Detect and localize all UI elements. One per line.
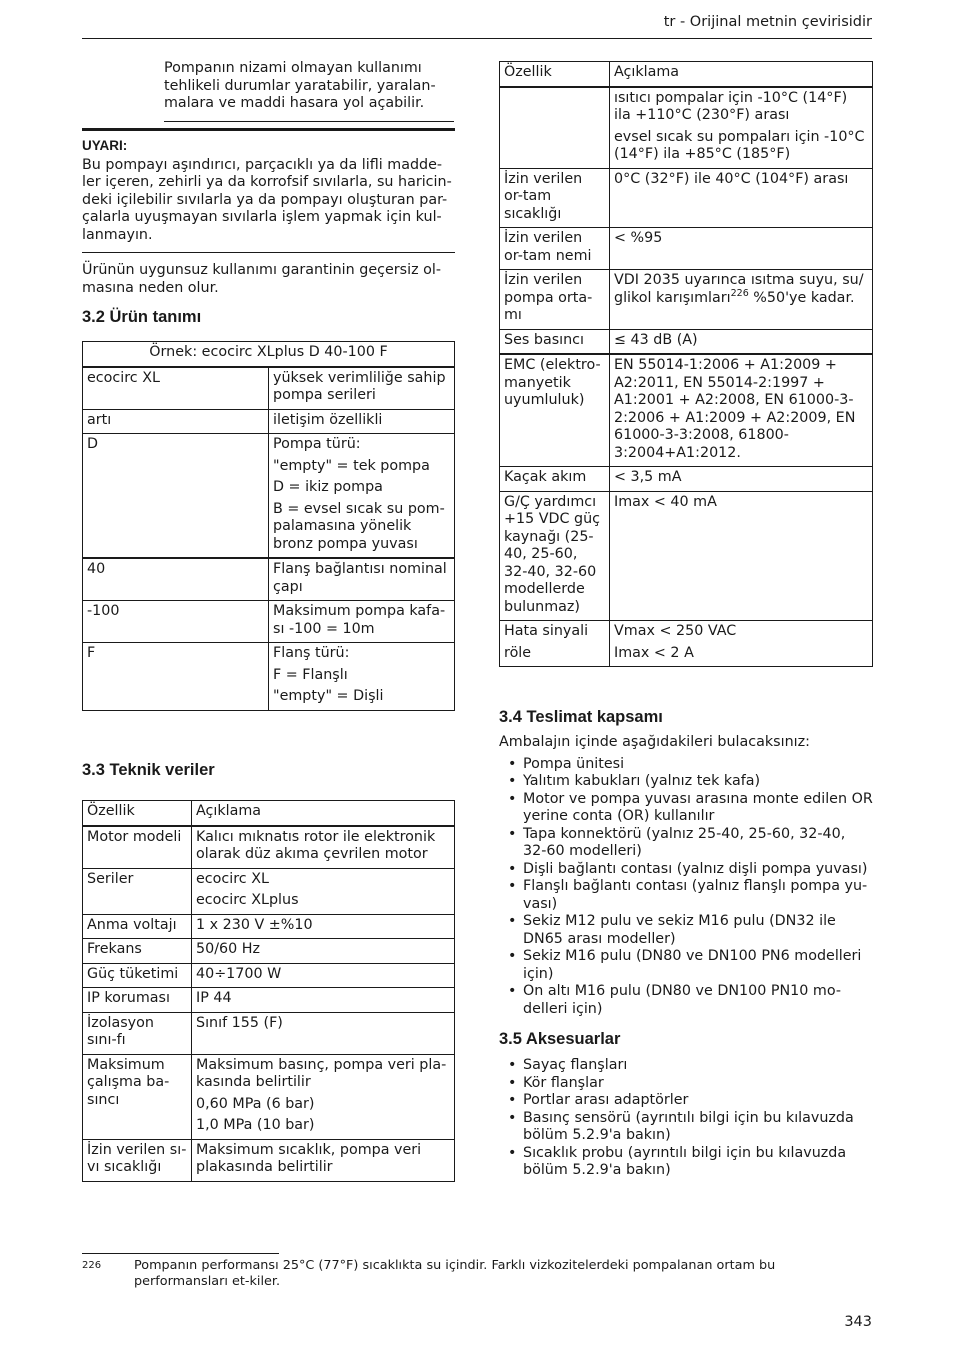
row-description [192, 1012, 455, 1054]
row-feature: İzin verilen pompa orta-mı [500, 270, 610, 330]
row-description [610, 491, 873, 621]
list-item: • Dişli bağlantı contası (yalnız dişli pompa yuvası) [499, 861, 873, 879]
table-row [500, 491, 873, 621]
section-3-2-title: 3.2 Ürün tanımı [82, 308, 202, 326]
row-feature: Frekans [83, 939, 192, 964]
list-item: • Basınç sensörü (ayrıntılı bilgi için bu kılavuzda bölüm 5.2.9'a bakın) [499, 1110, 873, 1145]
uyari-block [82, 128, 455, 253]
product-definition-table [82, 341, 455, 711]
table-row [500, 354, 873, 467]
list-item: • Kör flanşlar [499, 1075, 873, 1093]
header-rule [82, 38, 872, 39]
table-row [83, 868, 455, 914]
row-description [192, 988, 455, 1013]
list-item: • Motor ve pompa yuvası arasına monte edilen OR yerine conta (OR) kullanılır [499, 791, 873, 826]
tech-data-table-right [499, 61, 873, 667]
row-feature: Anma voltajı [83, 914, 192, 939]
row-description [269, 367, 455, 410]
row-feature: G/Ç yardımcı +15 VDC güç kaynağı (25-40, 25-60, 32-40, 32-60 modellerde bulunmaz) [500, 491, 610, 621]
row-feature: Motor modeli [83, 826, 192, 869]
section-3-4-title: 3.4 Teslimat kapsamı [499, 708, 663, 726]
table-row [83, 939, 455, 964]
delivery-list [499, 756, 873, 1019]
row-description-line: Maksimum basınç, pompa veri pla-kasında belirtilir [196, 1056, 447, 1090]
row-description [192, 868, 455, 914]
row-description-line: Kalıcı mıknatıs rotor ile elektronik olarak düz akıma çevrilen motor [196, 828, 436, 862]
row-description [269, 558, 455, 601]
list-item: • Tapa konnektörü (yalnız 25-40, 25-60, 32-40, 32-60 modelleri) [499, 826, 873, 861]
row-feature: EMC (elektro-manyetik uyumluluk) [500, 354, 610, 467]
row-description-line: Imax < 2 A [614, 644, 694, 661]
row-feature: artı [83, 409, 269, 434]
row-description-line: Vmax < 250 VAC [614, 623, 737, 639]
row-description-line: Flanş bağlantısı nominal çapı [273, 561, 447, 595]
tech-data-table-left [82, 800, 455, 1182]
table-row [500, 168, 873, 228]
row-description-line: "empty" = Dişli [273, 688, 384, 704]
uyari-text: Bu pompayı aşındırıcı, parçacıklı ya da lifli madde-ler içeren, zehirli ya da korrofsif sıvılarla, su haricin-deki içilebilir sıvılarla ya da pompayı oluşturan par-çalarla uyuşmayan sıvılarla işlem yapmak için kul-lanmayın. [82, 156, 452, 243]
table-row [500, 621, 873, 667]
table-row [83, 434, 455, 559]
delivery-intro: Ambalajın içinde aşağıdakileri bulacaksınız: [499, 734, 810, 750]
row-feature: IP koruması [83, 988, 192, 1013]
row-feature: Güç tüketimi [83, 963, 192, 988]
row-description-line: VDI 2035 uyarınca ısıtma suyu, su/ glikol karışımları$^{226}$ %50'ye kadar. [614, 272, 864, 306]
row-feature: Seriler [83, 868, 192, 914]
row-feature [500, 621, 610, 667]
table-row [83, 1139, 455, 1181]
row-description-line: 50/60 Hz [196, 941, 261, 957]
row-description [192, 826, 455, 869]
row-description [269, 643, 455, 711]
row-description-line: Maksimum pompa kafa-sı -100 = 10m [273, 603, 446, 637]
row-description-line: ecocirc XL [196, 870, 269, 887]
row-description-line: IP 44 [196, 990, 232, 1006]
row-description [192, 963, 455, 988]
misuse-text: Ürünün uygunsuz kullanımı garantinin geçersiz ol-masına neden olur. [82, 262, 441, 296]
delivery-scope [499, 734, 873, 1018]
row-description-line: Flanş türü: [273, 645, 350, 661]
row-feature: -100 [83, 601, 269, 643]
row-description-line: evsel sıcak su pompaları için -10°C (14°F) ila +85°C (185°F) [614, 128, 865, 162]
row-description-line: D = ikiz pompa [273, 479, 383, 495]
table-row [83, 409, 455, 434]
page-number: 343 [844, 1314, 872, 1330]
row-description-line: Sınıf 155 (F) [196, 1014, 283, 1031]
table-row [83, 643, 455, 711]
col-header-feature: Özellik [83, 801, 192, 826]
running-header: tr - Orijinal metnin çevirisidir [663, 14, 872, 30]
accessories-list [499, 1057, 873, 1180]
row-feature: ecocirc XL [83, 367, 269, 410]
warning-note-rule [164, 121, 454, 122]
row-feature: Maksimum çalışma ba-sıncı [83, 1054, 192, 1139]
table-row [83, 988, 455, 1013]
row-description-line: "empty" = tek pompa [273, 457, 430, 474]
row-description-line: ≤ 43 dB (A) [614, 331, 698, 348]
row-feature-line: röle [504, 644, 532, 661]
table-row [83, 558, 455, 601]
section-3-3-title: 3.3 Teknik veriler [82, 761, 215, 779]
row-description-line: ısıtıcı pompalar için -10°C (14°F) ila +110°C (230°F) arası [614, 89, 848, 123]
row-description [610, 168, 873, 228]
row-feature: F [83, 643, 269, 711]
row-description [269, 601, 455, 643]
section-3-5-title: 3.5 Aksesuarlar [499, 1030, 621, 1048]
table-row [500, 87, 873, 169]
row-description-line: 1 x 230 V ±%10 [196, 916, 313, 933]
row-description-line: ecocirc XLplus [196, 892, 299, 908]
row-description [610, 270, 873, 330]
list-item: • Sekiz M12 pulu ve sekiz M16 pulu (DN32 ile DN65 arası modeller) [499, 913, 873, 948]
col-header-description: Açıklama [192, 801, 455, 826]
row-feature: İzin verilen sı-vı sıcaklığı [83, 1139, 192, 1181]
list-item: • Sayaç flanşları [499, 1057, 873, 1075]
row-description [610, 329, 873, 354]
row-feature: Ses basıncı [500, 329, 610, 354]
row-feature: D [83, 434, 269, 559]
row-description [610, 467, 873, 492]
footnote-number: 226 [82, 1260, 102, 1271]
row-feature: 40 [83, 558, 269, 601]
row-description [192, 939, 455, 964]
list-item: • Yalıtım kabukları (yalnız tek kafa) [499, 773, 873, 791]
uyari-title: UYARI: [82, 138, 128, 153]
table-row [83, 963, 455, 988]
row-description-line: 1,0 MPa (10 bar) [196, 1117, 315, 1133]
table-row [83, 601, 455, 643]
row-description-line: yüksek verimliliğe sahip pompa serileri [273, 369, 446, 403]
list-item: • Portlar arası adaptörler [499, 1092, 873, 1110]
row-feature: Kaçak akım [500, 467, 610, 492]
row-description [610, 354, 873, 467]
accessories [499, 1057, 873, 1180]
row-description [269, 434, 455, 559]
row-feature-line: Hata sinyali [504, 623, 589, 639]
table-row [500, 270, 873, 330]
row-description-line: Imax < 40 mA [614, 493, 717, 510]
col-header-description: Açıklama [610, 62, 873, 87]
row-description-line: EN 55014-1:2006 + A1:2009 + A2:2011, EN 55014-2:1997 + A1:2001 + A2:2008, EN 61000-3-2:2006 + A1:2009 + A2:2009, EN 61000-3-3:2008, 61800-3:2004+A1:2012. [614, 357, 856, 461]
row-description [192, 1054, 455, 1139]
row-description-line: F = Flanşlı [273, 666, 348, 683]
warning-note-text: Pompanın nizami olmayan kullanımı tehlikeli durumlar yaratabilir, yaralan-malara ve maddi hasara yol açabilir. [164, 60, 436, 111]
table-row [500, 467, 873, 492]
row-feature: İzin verilen or-tam sıcaklığı [500, 168, 610, 228]
row-description [192, 914, 455, 939]
list-item: • Flanşlı bağlantı contası (yalnız flanşlı pompa yu-vası) [499, 878, 873, 913]
row-description-line: 40÷1700 W [196, 965, 282, 982]
row-description-line: < 3,5 mA [614, 469, 682, 485]
list-item: • On altı M16 pulu (DN80 ve DN100 PN10 mo-delleri için) [499, 983, 873, 1018]
uyari-top-rule [82, 128, 455, 131]
row-description [610, 621, 873, 667]
table-row [83, 367, 455, 410]
row-description-line: iletişim özellikli [273, 411, 383, 428]
table-row [83, 914, 455, 939]
warning-note [164, 60, 454, 122]
product-table-header: Örnek: ecocirc XLplus D 40-100 F [83, 342, 455, 367]
row-description [269, 409, 455, 434]
row-feature: İzolasyon sını-fı [83, 1012, 192, 1054]
row-description-line: 0,60 MPa (6 bar) [196, 1095, 315, 1112]
footnote-ref: 226 [730, 287, 749, 299]
row-feature: İzin verilen or-tam nemi [500, 228, 610, 270]
list-item: • Pompa ünitesi [499, 756, 873, 774]
table-row [500, 329, 873, 354]
col-header-feature: Özellik [500, 62, 610, 87]
row-description [610, 87, 873, 169]
row-description-line: < %95 [614, 230, 663, 246]
list-item: • Sekiz M16 pulu (DN80 ve DN100 PN6 modelleri için) [499, 948, 873, 983]
uyari-bottom-rule [82, 252, 455, 253]
row-description-line: B = evsel sıcak su pom-palamasına yönelik bronz pompa yuvası [273, 500, 445, 552]
row-feature [500, 87, 610, 169]
row-description-line: Pompa türü: [273, 436, 361, 452]
row-description [610, 228, 873, 270]
list-item: • Sıcaklık probu (ayrıntılı bilgi için bu kılavuzda bölüm 5.2.9'a bakın) [499, 1145, 873, 1180]
row-description [192, 1139, 455, 1181]
footnote-rule [82, 1253, 279, 1254]
table-row [83, 1054, 455, 1139]
footnote-text: Pompanın performansı 25°C (77°F) sıcaklıkta su içindir. Farklı vizkozitelerdeki pompalanan ortam bu performansları et-kiler. [134, 1258, 776, 1289]
table-row [500, 228, 873, 270]
table-row [83, 1012, 455, 1054]
table-row [83, 826, 455, 869]
row-description-line: Maksimum sıcaklık, pompa veri plakasında belirtilir [196, 1141, 422, 1175]
row-description-line: 0°C (32°F) ile 40°C (104°F) arası [614, 170, 849, 187]
